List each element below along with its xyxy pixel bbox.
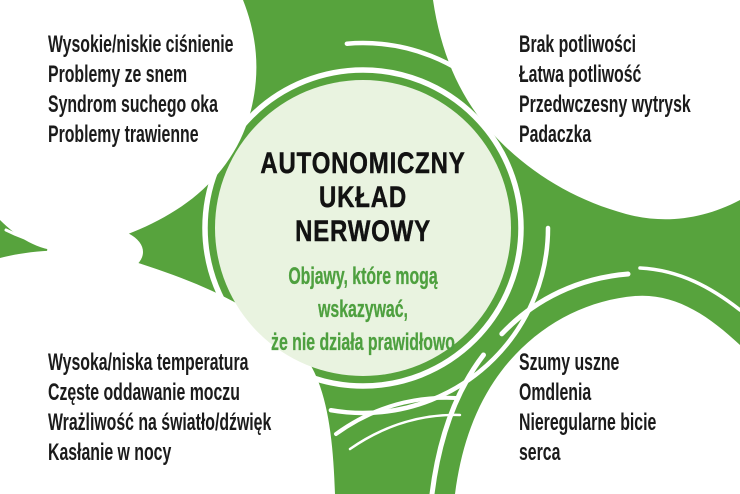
symptom-item: Szumy uszne <box>519 349 620 376</box>
center-subtitle <box>196 260 530 359</box>
symptom-item: Wysokie/niskie ciśnienie <box>48 31 234 58</box>
symptom-item: Brak potliwości <box>519 31 637 58</box>
symptom-item: Wysoka/niska temperatura <box>48 349 249 376</box>
symptom-item: Syndrom suchego oka <box>48 91 218 118</box>
subtitle-line: że nie działa prawidłowo <box>271 329 455 356</box>
symptom-item: Kasłanie w nocy <box>48 439 172 466</box>
subtitle-line: Objawy, które mogą wskazywać, <box>288 263 438 323</box>
symptom-item: Łatwa potliwość <box>519 61 642 88</box>
title-line: NERWOWY <box>295 215 431 248</box>
symptom-list-top-right <box>519 30 740 150</box>
symptom-list-bottom-right <box>519 348 740 468</box>
symptom-item: Padaczka <box>519 121 592 148</box>
symptom-list-top-left <box>48 30 329 150</box>
symptom-item: Częste oddawanie moczu <box>48 379 240 406</box>
symptom-item: Przedwczesny wytrysk <box>519 91 691 118</box>
symptom-item: Problemy trawienne <box>48 121 199 148</box>
symptom-item: Omdlenia <box>519 379 592 406</box>
symptom-list-bottom-left <box>48 348 386 468</box>
title-line: UKŁAD <box>319 181 407 214</box>
symptom-item: Problemy ze snem <box>48 61 188 88</box>
center-title <box>196 147 530 249</box>
symptom-item: Wrażliwość na światło/dźwięk <box>48 409 272 436</box>
title-line: AUTONOMICZNY <box>260 147 466 180</box>
symptom-item: Nieregularne bicie serca <box>519 409 657 466</box>
